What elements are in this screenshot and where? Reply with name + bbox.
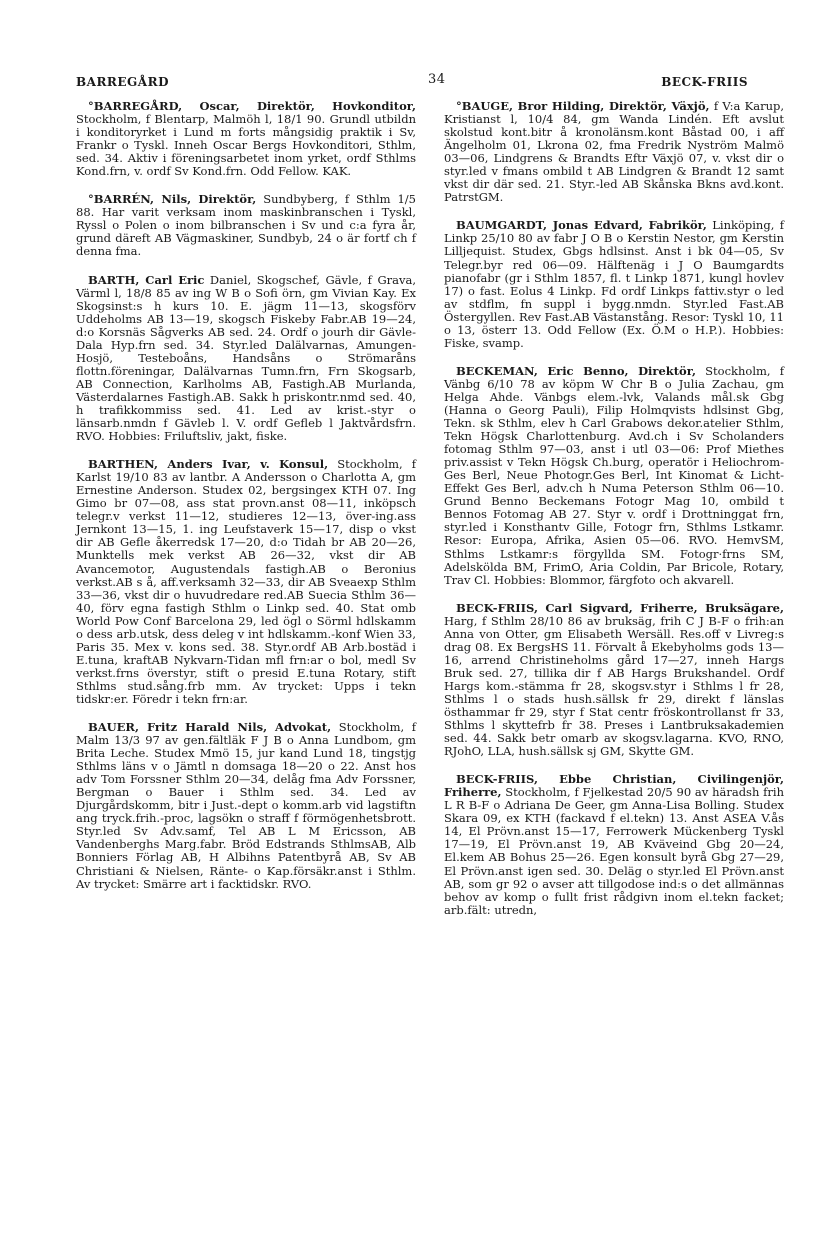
right-column (444, 100, 784, 932)
entry-name: BECKEMAN, Eric Benno, Direktör, (456, 363, 696, 378)
entry-name: BAUER, Fritz Harald Nils, Advokat, (88, 720, 332, 735)
entry-name: BECK-FRIIS, Ebbe Christian, Civilingenjör, Friherre, (444, 772, 784, 800)
entry-text: Stockholm, f Fjelkestad 20/5 90 av häradsh frih L R B-F o Adriana De Geer, gm Anna-Lisa Bolling. Studex Skara 09, ex KTH (fackavd f el.tekn) 13. Anst ASEA V.ås 14, El Prövn.anst 15—17, Ferrowerk Mückenberg Tyskl 17—19, El Prövn.anst 19, AB Kväveind Gbg 20—24, El.kem AB Bohus 25—26. Egen konsult byrå Gbg 27—29, El Prövn.anst igen sed. 30. Deläg o styr.led El Prövn.anst AB, som gr 92 o avser att tillgodose ind:s o det allmännas behov av komp o fullt frist rådgivn inom el.tekn facket; arb.fält: utredn, (444, 785, 784, 917)
entry-text: Linköping, f Linkp 25/10 80 av fabr J O B o Kerstin Nestor, gm Kerstin Lilljequist. Studex, Gbgs hdlsinst. Anst i bk 04—05, Sv Telegr.byr red 06—09. Hälftenäg i J O Baumgardts pianofabr (gr i Sthlm 1857, fl. t Linkp 1871, kungl hovlev 17) o fast. Eolus 4 Linkp. Fd ordf Linkps fattiv.styr o led av stdflm, fn suppl i bygg.nmdn. Styr.led Fast.AB Östergyllen. Rev Fast.AB Västanstång. Resor: Tyskl 10, 11 o 13, österr 13. Odd Fellow (Ex. Ö.M o H.P.). Hobbies: Fiske, svamp. (444, 218, 784, 350)
entry (76, 193, 416, 258)
page-header (74, 72, 750, 92)
entry (444, 219, 784, 349)
entry-text: Harg, f Sthlm 28/10 86 av bruksäg, frih C J B-F o frih:an Anna von Otter, gm Elisabeth Wersäll. Res.off v Livreg:s drag 08. Ex BergsHS 11. Förvalt å Ekebyholms gods 13—16, arrend Christineholms gård 17—27, inneh Hargs Bruk sed. 27, tillika dir f AB Hargs Brukshandel. Ordf Hargs kom.-stämma fr 28, skogsv.styr i Sthlms l fr 28, Sthlms l o stads hush.sällsk fr 29, direkt f länslas östhammar fr 29, styr f Stat centr fröskontrollanst fr 33, Sthlms l skyttefrb fr 38. Preses i Lantbruksakademien sed. 44. Sakk betr omarb av skogsv.lagarna. KVO, RNO, RJohO, LLA, hush.sällsk sj GM, Skytte GM. (444, 613, 784, 759)
entry (76, 100, 416, 178)
entry (76, 721, 416, 891)
entry-text: Stockholm, f Vänbg 6/10 78 av köpm W Chr B o Julia Zachau, gm Helga Ahde. Vänbgs elem.-lvk, Valands mål.sk Gbg (Hanna o Georg Pauli), Filip Holmqvists hdlsinst Gbg, Tekn. sk Sthlm, elev h Carl Grabows dekor.atelier Sthlm, Tekn Högsk Charlottenburg. Avd.ch i Sv Scholanders fotomag Sthlm 97—03, anst i utl 03—06: Prof Miethes priv.assist v Tekn Högsk Ch.burg, operatör i Heliochrom-Ges Berl, Neue Photogr.Ges Berl, Int Kinomat & Licht-Effekt Ges Berl, adv.ch h Numa Peterson Sthlm 06—10. Grund Benno Beckemans Fotogr Mag 10, ombild t Bennos Fotomag AB 27. Styr v. ordf i Drottninggat frn, styr.led i Konsthantv Gille, Fotogr frn, Sthlms Lstkamr. Resor: Europa, Afrika, Asien 05—06. RVO. HemvSM, Sthlms Lstkamr:s förgyllda SM. Fotogr·frns SM, Adelsköldа BM, FrimO, Aria Coldin, Par Bricole, Rotary, Trav Cl. Hobbies: Blommor, färgfoto och akvarell. (444, 363, 784, 587)
entry-text: Daniel, Skogschef, Gävle, f Grava, Värml l, 18/8 85 av ing W B o Sofi örn, gm Vivian Kay. Ex Skogsinst:s h kurs 10. E. jägm 11—13, skogsförv Uddeholms AB 13—19, skogsch Fiskeby Fabr.AB 19—24, d:o Korsnäs Sågverks AB sed. 24. Ordf o jourh dir Gävle-Dala Hyp.frn sed. 34. Styr.led Dalälvarnas, Amungen-Hosjö, Testeboåns, Handsåns o Strömaråns flottn.föreningar, Dalälvarnas Tumn.frn, Frn Skogsarb, AB Connection, Karlholms AB, Fastigh.AB Murlanda, Västerdalarnes Fastigh.AB. Sakk h priskontr.nmd sed. 40, h trafikkommiss sed. 41. Led av krist.-styr o länsarb.nmdn f Gävleb l. V. ordf Gefleb l Jaktvårdsfrn. RVO. Hobbies: Friluftsliv, jakt, fiske. (76, 272, 416, 444)
entry (76, 458, 416, 706)
entry-name: °BARREGÅRD, Oscar, Direktör, Hovkonditor, (88, 99, 416, 113)
entry-name: BARTH, Carl Eric (88, 272, 205, 287)
entry-text: Stockholm, f Karlst 19/10 83 av lantbr. A Andersson o Charlotta A, gm Ernestine Anderson. Studex 02, bergsingex KTH 07. Ing Gimo br 07—08, ass stat provn.anst 08—11, inköpsch telegr.v verkst 11—12, studieres 12—13, över-ing.ass Jernkont 13—15, 1. ing Leufstaverk 15—17, disp o vkst dir AB Gefle åkerredsk 17—20, d:o Tidah br AB 20—26, Munktells mek verkst AB 26—32, vkst dir AB Avancemotor, Augustendals fastigh.AB o Beronius verkst.AB s å, aff.verksamh 32—33, dir AB Sveaexp Sthlm 33—36, vkst dir o huvudredare red.AB Suecia Sthlm 36—40, förv egna fastigh Sthlm o Linkp sed. 40. Stat omb World Pow Conf Barcelona 29, led ögl o Sörml hdlskamm o dess arb.utsk, dess deleg v int hdlskamm.-konf Wien 33, Paris 35. Mex v. kons sed. 38. Styr.ordf AB Arb.bostäd i E.tuna, kraftAB Nykvarn-Tidan mfl frn:ar o bol, medl Sv verkst.frns överstyr, stift o presid E.tuna Rotary, stift Sthlms stud.sång.frb mm. Av trycket: Upps i tekn tidskr:er. Föredr i tekn frn:ar. (76, 457, 416, 706)
entry-name: BARTHEN, Anders Ivar, v. Konsul, (88, 457, 329, 472)
entry (444, 773, 784, 917)
entry (444, 100, 784, 204)
entry-name: BAUMGARDT, Jonas Edvard, Fabrikör, (456, 218, 707, 233)
entry (76, 274, 416, 444)
entry (444, 365, 784, 587)
header-left-guide-word: BARREGÅRD (76, 75, 169, 89)
entry-text: Sundbyberg, f Sthlm 1/5 88. Har varit verksam inom maskinbranschen i Tyskl, Ryssl o Polen o inom bilbranschen i Sv und c:a fyra år, grund däreft AB Vägmaskiner, Sundbyb, 24 o är fortf ch f denna fma. (76, 192, 416, 259)
page-number: 34 (428, 72, 446, 87)
left-column (76, 100, 416, 906)
entry-text: Stockholm, f Malm 13/3 97 av gen.fältläk F J B o Anna Lundbom, gm Brita Leche. Studex Mmö 15, jur kand Lund 18, tingstjg Sthlms läns v o Jämtl n domsaga 18—20 o 22. Anst hos adv Tom Forssner Sthlm 20—34, delåg fma Adv Forssner, Bergman o Bauer i Sthlm sed. 34. Led av Djurgårdskomm, bitr i Just.-dept o komm.arb vid lagstiftn ang tryck.frih.-proc, lagsökn o straff f förmögenhetsbrott. Styr.led Sv Adv.samf, Tel AB L M Ericsson, AB Vandenberghs Marg.fabr. Bröd Edstrands SthlmsAB, Alb Bonniers Förlag AB, H Albihns Patentbyrå AB, Sv AB Christiani & Nielsen, Ränte- o Kap.försäkr.anst i Sthlm. Av trycket: Smärre art i facktidskr. RVO. (76, 720, 416, 891)
entry-text: f V:a Karup, Kristianst l, 10/4 84, gm Wanda Lindén. Eft avslut skolstud kont.bitr å kronolänsm.kont Båstad 00, i aff Ängelholm 01, Lkrona 02, fma Fredrik Nyström Malmö 03—06, Lindgrens & Brandts Eftr Växjö 07, v. vkst dir o styr.led v fmans ombild t AB Lindgren & Brandt 12 samt vkst dir där sed. 21. Styr.-led AB Skånska Bkns avd.kont. PatrstGM. (444, 99, 784, 205)
entry (444, 602, 784, 759)
entry-name: BECK-FRIIS, Carl Sigvard, Friherre, Bruksägare, (456, 600, 784, 615)
entry-name: °BAUGE, Bror Hilding, Direktör, Växjö, (456, 99, 710, 113)
entry-text: Stockholm, f Blentarp, Malmöh l, 18/1 90. Grundl utbildn i konditoryrket i Lund m forts mångsidig praktik i Sv, Frankr o Tyskl. Inneh Oscar Bergs Hovkonditori, Sthlm, sed. 34. Aktiv i föreningsarbetet inom yrket, ordf Sthlms Kond.frn, v. ordf Sv Kond.frn. Odd Fellow. KAK. (76, 112, 416, 179)
header-right-guide-word: BECK-FRIIS (661, 75, 748, 89)
entry-name: °BARRÉN, Nils, Direktör, (88, 192, 257, 207)
